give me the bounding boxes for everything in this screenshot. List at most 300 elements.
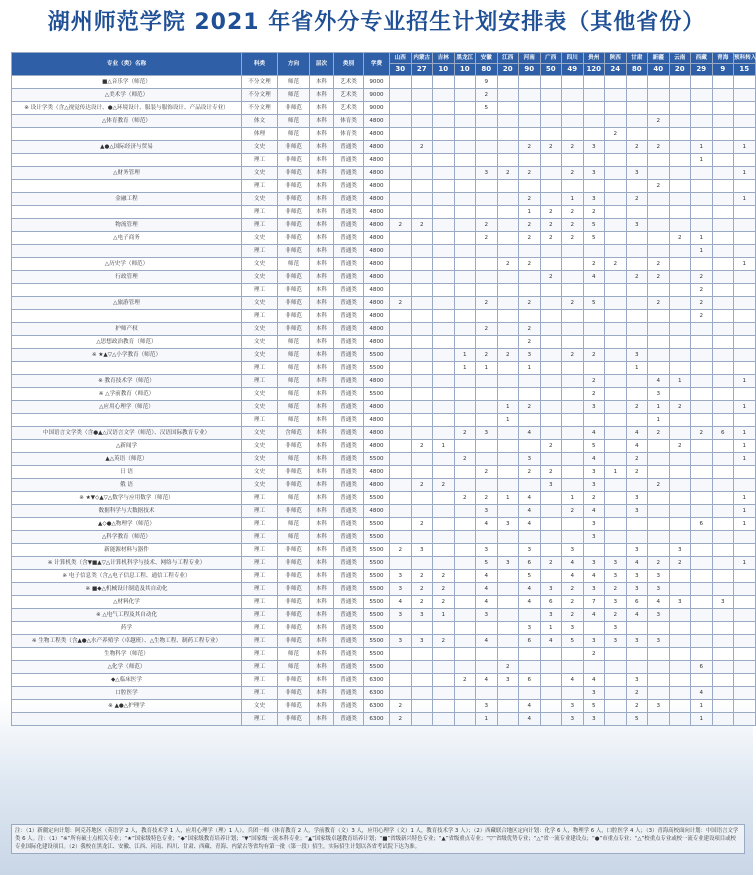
cell-quota: [626, 414, 648, 427]
cell-xuefei: 6300: [364, 700, 390, 713]
cell-quota: [411, 466, 433, 479]
cell-quota: 4: [648, 596, 670, 609]
cell-quota: [669, 297, 691, 310]
cell-cengci: 本科: [310, 427, 334, 440]
cell-name: [12, 713, 242, 726]
cell-name: ※ ■◆△机械设计制造及其自动化: [12, 583, 242, 596]
table-row: [12, 557, 756, 570]
cell-xuefei: 4800: [364, 180, 390, 193]
cell-quota: [605, 297, 627, 310]
cell-quota: 2: [476, 219, 498, 232]
cell-cengci: 本科: [310, 336, 334, 349]
cell-quota: [734, 635, 756, 648]
table-row: [12, 362, 756, 375]
cell-kelei: 理工: [242, 583, 278, 596]
cell-quota: [712, 661, 734, 674]
cell-quota: [712, 453, 734, 466]
cell-cengci: 本科: [310, 570, 334, 583]
table-row: [12, 245, 756, 258]
cell-leibie: 普通类: [334, 271, 364, 284]
cell-fangxiang: 含师范: [278, 427, 310, 440]
cell-quota: 4: [519, 713, 541, 726]
cell-name: ※ △电气工程及其自动化: [12, 609, 242, 622]
cell-quota: 2: [605, 258, 627, 271]
cell-quota: [433, 258, 455, 271]
cell-quota: [669, 648, 691, 661]
cell-cengci: 本科: [310, 232, 334, 245]
cell-quota: [433, 362, 455, 375]
cell-quota: 3: [626, 492, 648, 505]
cell-quota: [691, 557, 713, 570]
cell-quota: [691, 89, 713, 102]
cell-quota: [605, 687, 627, 700]
cell-quota: [562, 128, 584, 141]
cell-name: △美术学（师范）: [12, 89, 242, 102]
cell-quota: [433, 102, 455, 115]
cell-quota: [669, 128, 691, 141]
cell-quota: 2: [648, 427, 670, 440]
cell-quota: [454, 609, 476, 622]
cell-name: △材料化学: [12, 596, 242, 609]
cell-fangxiang: 非师范: [278, 570, 310, 583]
cell-quota: [648, 531, 670, 544]
cell-quota: [626, 518, 648, 531]
cell-quota: [605, 167, 627, 180]
cell-quota: [497, 232, 519, 245]
table-row: [12, 479, 756, 492]
cell-quota: 3: [540, 609, 562, 622]
cell-quota: [454, 193, 476, 206]
cell-quota: 2: [605, 609, 627, 622]
cell-xuefei: 6300: [364, 674, 390, 687]
cell-quota: [433, 180, 455, 193]
cell-quota: [712, 336, 734, 349]
cell-quota: 4: [519, 518, 541, 531]
cell-quota: [454, 622, 476, 635]
cell-quota: 3: [669, 596, 691, 609]
cell-quota: [648, 505, 670, 518]
cell-leibie: 艺术类: [334, 76, 364, 89]
cell-quota: [734, 89, 756, 102]
cell-quota: 3: [583, 635, 605, 648]
cell-quota: [476, 245, 498, 258]
cell-quota: 2: [454, 492, 476, 505]
cell-quota: [605, 206, 627, 219]
cell-quota: [691, 349, 713, 362]
cell-quota: [648, 349, 670, 362]
cell-quota: [390, 193, 412, 206]
cell-quota: [433, 154, 455, 167]
cell-quota: [476, 440, 498, 453]
cell-quota: [411, 414, 433, 427]
cell-quota: [497, 245, 519, 258]
cell-quota: [454, 284, 476, 297]
cell-cengci: 本科: [310, 505, 334, 518]
cell-quota: [605, 544, 627, 557]
cell-quota: [626, 297, 648, 310]
cell-quota: 3: [583, 713, 605, 726]
cell-name: △化学（师范）: [12, 661, 242, 674]
table-row: [12, 401, 756, 414]
cell-quota: [454, 336, 476, 349]
cell-quota: [454, 232, 476, 245]
cell-leibie: 普通类: [334, 375, 364, 388]
cell-xuefei: 4800: [364, 479, 390, 492]
cell-quota: [562, 687, 584, 700]
cell-quota: [626, 154, 648, 167]
cell-xuefei: 4800: [364, 414, 390, 427]
cell-quota: 1: [734, 427, 756, 440]
cell-quota: [605, 505, 627, 518]
cell-fangxiang: 非师范: [278, 440, 310, 453]
table-row: [12, 258, 756, 271]
cell-quota: 1: [734, 453, 756, 466]
header-count: 9: [712, 64, 734, 76]
cell-kelei: 理工: [242, 544, 278, 557]
cell-quota: 2: [626, 453, 648, 466]
cell-quota: 3: [476, 167, 498, 180]
cell-quota: [691, 466, 713, 479]
cell-xuefei: 5500: [364, 570, 390, 583]
cell-xuefei: 9000: [364, 102, 390, 115]
cell-xuefei: 5500: [364, 622, 390, 635]
cell-kelei: 文史: [242, 466, 278, 479]
cell-quota: [454, 687, 476, 700]
cell-quota: [411, 427, 433, 440]
cell-leibie: 体育类: [334, 128, 364, 141]
header-province: 广西: [540, 53, 562, 64]
cell-quota: 6: [712, 427, 734, 440]
cell-quota: [390, 141, 412, 154]
cell-quota: 4: [583, 453, 605, 466]
cell-quota: 4: [476, 570, 498, 583]
cell-quota: 2: [519, 401, 541, 414]
cell-quota: [669, 609, 691, 622]
cell-quota: 3: [626, 219, 648, 232]
cell-cengci: 本科: [310, 531, 334, 544]
cell-quota: [454, 128, 476, 141]
cell-quota: [497, 531, 519, 544]
cell-quota: 5: [583, 700, 605, 713]
cell-quota: [712, 687, 734, 700]
cell-quota: 5: [476, 102, 498, 115]
cell-quota: [497, 297, 519, 310]
cell-quota: 2: [691, 427, 713, 440]
cell-fangxiang: 非师范: [278, 180, 310, 193]
cell-quota: [519, 609, 541, 622]
cell-quota: 3: [626, 349, 648, 362]
header-province: 四川: [562, 53, 584, 64]
cell-quota: 2: [626, 141, 648, 154]
cell-quota: 4: [562, 570, 584, 583]
cell-kelei: 文史: [242, 479, 278, 492]
cell-quota: [390, 661, 412, 674]
cell-quota: [583, 115, 605, 128]
cell-quota: [626, 336, 648, 349]
cell-quota: 1: [734, 505, 756, 518]
cell-quota: [454, 76, 476, 89]
cell-quota: [390, 206, 412, 219]
cell-quota: 3: [583, 141, 605, 154]
cell-kelei: 理工: [242, 531, 278, 544]
cell-quota: [605, 141, 627, 154]
cell-quota: [691, 596, 713, 609]
header-province: 新疆: [648, 53, 670, 64]
cell-quota: [648, 323, 670, 336]
cell-quota: [583, 154, 605, 167]
cell-quota: 6: [691, 518, 713, 531]
cell-quota: 3: [583, 557, 605, 570]
cell-leibie: 普通类: [334, 609, 364, 622]
cell-quota: [712, 89, 734, 102]
cell-leibie: 普通类: [334, 492, 364, 505]
cell-kelei: 理工: [242, 713, 278, 726]
cell-quota: [712, 102, 734, 115]
cell-fangxiang: 非师范: [278, 700, 310, 713]
cell-quota: 1: [691, 700, 713, 713]
cell-quota: 3: [519, 544, 541, 557]
cell-quota: 7: [583, 596, 605, 609]
cell-quota: 2: [540, 141, 562, 154]
cell-quota: [605, 193, 627, 206]
cell-fangxiang: 非师范: [278, 297, 310, 310]
cell-quota: 1: [433, 609, 455, 622]
cell-kelei: 理工: [242, 635, 278, 648]
cell-cengci: 本科: [310, 76, 334, 89]
cell-quota: 2: [476, 232, 498, 245]
cell-quota: [562, 258, 584, 271]
cell-kelei: 理工: [242, 648, 278, 661]
cell-quota: [648, 362, 670, 375]
cell-xuefei: 5500: [364, 453, 390, 466]
cell-quota: [411, 245, 433, 258]
cell-cengci: 本科: [310, 362, 334, 375]
cell-quota: 3: [712, 596, 734, 609]
cell-name: ※ △学前教育（师范）: [12, 388, 242, 401]
cell-quota: [712, 76, 734, 89]
cell-fangxiang: 非师范: [278, 323, 310, 336]
cell-quota: [669, 180, 691, 193]
cell-quota: [476, 284, 498, 297]
cell-name: △应用心理学（师范）: [12, 401, 242, 414]
cell-quota: [626, 310, 648, 323]
cell-leibie: 普通类: [334, 323, 364, 336]
cell-quota: [605, 310, 627, 323]
cell-quota: [669, 206, 691, 219]
cell-quota: [497, 141, 519, 154]
cell-quota: 1: [734, 518, 756, 531]
cell-quota: [734, 661, 756, 674]
cell-quota: [390, 76, 412, 89]
cell-quota: [411, 453, 433, 466]
cell-quota: [712, 271, 734, 284]
cell-quota: [562, 453, 584, 466]
cell-quota: 1: [519, 206, 541, 219]
cell-quota: [605, 518, 627, 531]
cell-quota: [433, 245, 455, 258]
cell-quota: 1: [454, 362, 476, 375]
cell-quota: [648, 167, 670, 180]
cell-quota: 2: [540, 557, 562, 570]
cell-quota: [433, 544, 455, 557]
cell-name: 生物科学（师范）: [12, 648, 242, 661]
table-row: [12, 700, 756, 713]
cell-quota: [454, 401, 476, 414]
cell-quota: [411, 128, 433, 141]
cell-quota: 2: [411, 219, 433, 232]
cell-xuefei: 4800: [364, 219, 390, 232]
cell-quota: [583, 336, 605, 349]
cell-cengci: 本科: [310, 193, 334, 206]
cell-leibie: 普通类: [334, 440, 364, 453]
cell-quota: [454, 323, 476, 336]
header-province: 陕西: [605, 53, 627, 64]
cell-cengci: 本科: [310, 89, 334, 102]
cell-quota: [433, 323, 455, 336]
cell-quota: 2: [583, 375, 605, 388]
cell-quota: 4: [540, 635, 562, 648]
cell-xuefei: 4800: [364, 310, 390, 323]
cell-quota: [411, 661, 433, 674]
cell-quota: 3: [626, 635, 648, 648]
cell-cengci: 本科: [310, 284, 334, 297]
table-row: [12, 713, 756, 726]
table-row: [12, 544, 756, 557]
cell-quota: [411, 700, 433, 713]
cell-xuefei: 5500: [364, 518, 390, 531]
cell-quota: [454, 479, 476, 492]
cell-name: 中国语言文学类（含●▲△汉语言文学（师范）、汉语国际教育专业）: [12, 427, 242, 440]
cell-quota: [454, 596, 476, 609]
cell-quota: [648, 284, 670, 297]
cell-leibie: 普通类: [334, 700, 364, 713]
table-row: [12, 609, 756, 622]
cell-quota: [411, 89, 433, 102]
cell-quota: [390, 284, 412, 297]
cell-quota: [476, 388, 498, 401]
cell-quota: [734, 271, 756, 284]
cell-quota: [454, 115, 476, 128]
cell-quota: [669, 583, 691, 596]
cell-quota: [669, 219, 691, 232]
cell-quota: 1: [734, 401, 756, 414]
cell-quota: [669, 570, 691, 583]
header-province: 吉林: [433, 53, 455, 64]
cell-cengci: 本科: [310, 323, 334, 336]
cell-leibie: 普通类: [334, 154, 364, 167]
cell-fangxiang: 非师范: [278, 505, 310, 518]
cell-quota: 2: [519, 219, 541, 232]
cell-quota: 2: [540, 232, 562, 245]
cell-quota: 2: [411, 570, 433, 583]
cell-quota: 3: [583, 479, 605, 492]
cell-name: 护师产权: [12, 323, 242, 336]
cell-quota: [433, 219, 455, 232]
cell-quota: 1: [562, 492, 584, 505]
cell-quota: [433, 128, 455, 141]
table-row: [12, 271, 756, 284]
cell-quota: [691, 570, 713, 583]
cell-quota: 2: [390, 713, 412, 726]
cell-quota: 2: [669, 557, 691, 570]
cell-quota: [669, 336, 691, 349]
cell-quota: [540, 492, 562, 505]
cell-quota: [734, 115, 756, 128]
cell-quota: [691, 219, 713, 232]
header-province: 甘肃: [626, 53, 648, 64]
cell-quota: [433, 414, 455, 427]
cell-quota: 4: [476, 674, 498, 687]
cell-quota: [497, 154, 519, 167]
cell-quota: [454, 310, 476, 323]
cell-quota: [648, 154, 670, 167]
cell-xuefei: 4800: [364, 245, 390, 258]
cell-kelei: 理工: [242, 375, 278, 388]
cell-kelei: 理工: [242, 219, 278, 232]
cell-kelei: 理工: [242, 687, 278, 700]
cell-quota: [605, 219, 627, 232]
cell-quota: 2: [669, 440, 691, 453]
cell-quota: 2: [583, 206, 605, 219]
table-row: [12, 375, 756, 388]
cell-quota: 4: [583, 427, 605, 440]
cell-quota: [712, 583, 734, 596]
cell-quota: [605, 414, 627, 427]
cell-quota: [433, 115, 455, 128]
cell-name: ※ 计算机类（含▼■▲▽△计算机科学与技术、网络与工程专业）: [12, 557, 242, 570]
cell-quota: 3: [626, 167, 648, 180]
cell-quota: [540, 531, 562, 544]
cell-quota: [562, 648, 584, 661]
cell-quota: 2: [540, 271, 562, 284]
cell-cengci: 本科: [310, 492, 334, 505]
cell-quota: 3: [562, 700, 584, 713]
cell-leibie: 普通类: [334, 245, 364, 258]
cell-cengci: 本科: [310, 466, 334, 479]
cell-quota: 2: [626, 687, 648, 700]
cell-quota: [691, 635, 713, 648]
cell-name: ※ 电子信息类（含△电子信息工程、通信工程专业）: [12, 570, 242, 583]
cell-quota: [540, 453, 562, 466]
cell-quota: [648, 674, 670, 687]
cell-quota: [433, 700, 455, 713]
cell-kelei: 文史: [242, 388, 278, 401]
cell-quota: 1: [691, 232, 713, 245]
cell-quota: [497, 271, 519, 284]
cell-quota: 2: [562, 206, 584, 219]
cell-xuefei: 5500: [364, 544, 390, 557]
header-province: 内蒙古: [411, 53, 433, 64]
cell-quota: 4: [626, 609, 648, 622]
cell-quota: [562, 336, 584, 349]
cell-quota: [390, 427, 412, 440]
cell-fangxiang: 非师范: [278, 141, 310, 154]
cell-quota: [669, 284, 691, 297]
cell-kelei: 不分文理: [242, 102, 278, 115]
cell-quota: [712, 609, 734, 622]
cell-quota: [734, 323, 756, 336]
cell-leibie: 普通类: [334, 362, 364, 375]
cell-quota: 3: [519, 453, 541, 466]
cell-quota: 3: [626, 583, 648, 596]
cell-quota: [390, 401, 412, 414]
table-row: [12, 635, 756, 648]
cell-fangxiang: 非师范: [278, 232, 310, 245]
cell-quota: [712, 362, 734, 375]
cell-kelei: 文史: [242, 258, 278, 271]
cell-quota: [476, 531, 498, 544]
cell-quota: [669, 531, 691, 544]
